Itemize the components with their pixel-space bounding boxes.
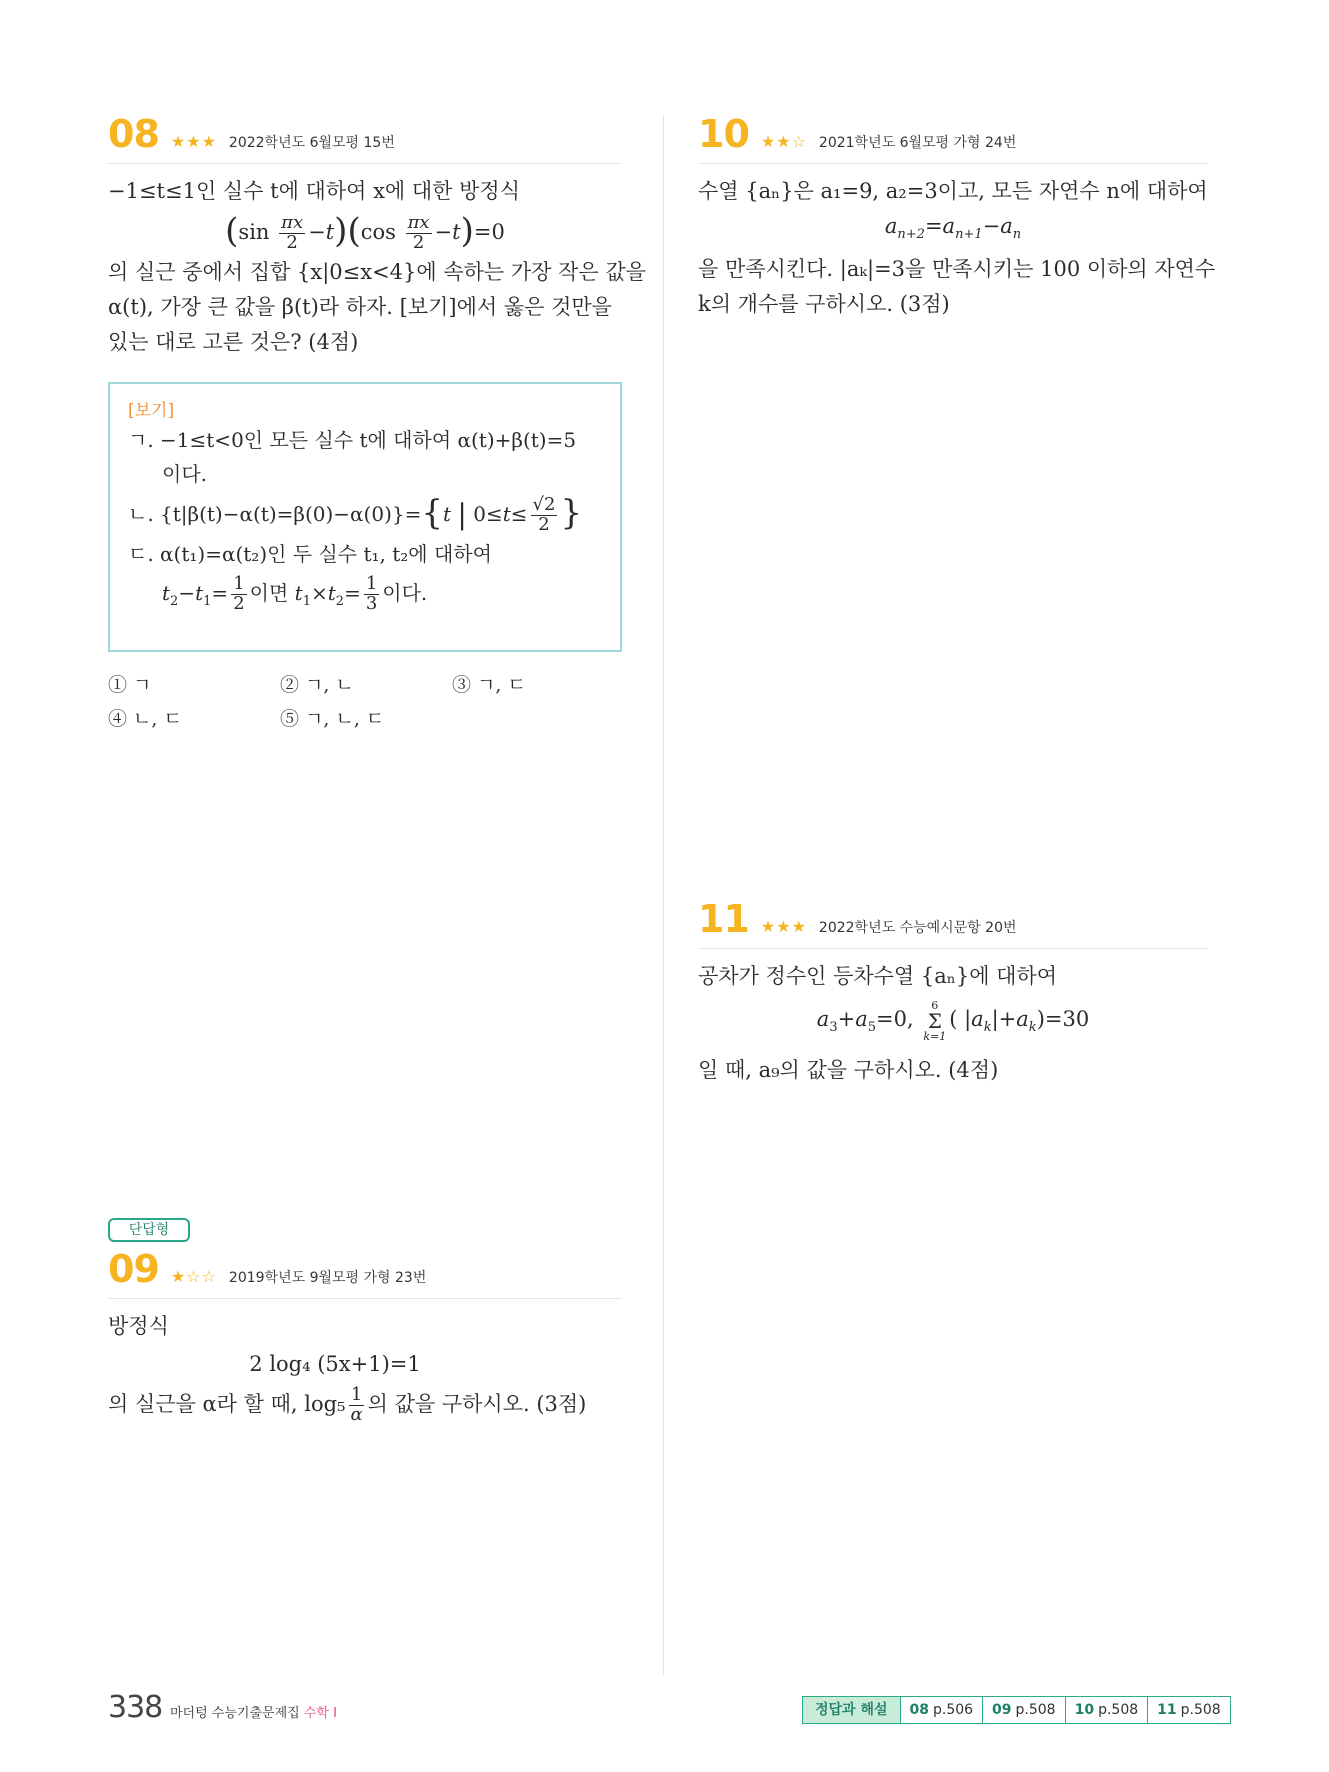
answer-ref-09[interactable] — [982, 1697, 1065, 1723]
answer-reference-table — [802, 1696, 1231, 1724]
problem-text: α(t), 가장 큰 값을 β(t)라 하자. [보기]에서 옳은 것만을 — [108, 294, 612, 319]
difficulty-stars: ★★☆ — [760, 132, 807, 151]
bogi-statement-a: ㄱ. −1≤t<0인 모든 실수 t에 대하여 α(t)+β(t)=5 — [128, 428, 577, 452]
equation: 2 log₄ (5x+1)=1 — [249, 1352, 421, 1376]
equation: (sin $\frac{\pi x}{2}$ −t)(cos $\frac{\pi x}{2}$ −t)=0 — [225, 211, 505, 253]
problem-header — [698, 897, 1208, 949]
book-title — [170, 1702, 337, 1721]
equation: $a_{n+2}=a_{n+1}-a_n$ — [884, 214, 1022, 243]
page-number: 338 — [108, 1690, 163, 1725]
problem-text-post: 의 값을 구하시오. (3점) — [367, 1392, 587, 1416]
answer-ref-10[interactable] — [1065, 1697, 1148, 1723]
choice-1[interactable]: ① ㄱ — [108, 674, 152, 696]
answer-page: p.508 — [1180, 1702, 1221, 1718]
problem-header — [698, 112, 1208, 164]
problem-header — [108, 112, 622, 164]
answer-ref-08[interactable] — [900, 1697, 983, 1723]
answer-page: p.506 — [932, 1702, 974, 1718]
problem-number: 08 — [108, 112, 159, 156]
difficulty-stars: ★★★ — [760, 917, 807, 936]
problem-source: 2022학년도 수능예시문항 20번 — [818, 920, 1017, 936]
problem-text: k의 개수를 구하시오. (3점) — [698, 292, 950, 317]
section-badge: 단답형 — [108, 1218, 190, 1242]
answer-problem-number: 08 — [909, 1702, 929, 1718]
problem-source: 2021학년도 6월모평 가형 24번 — [818, 135, 1017, 151]
problem-text-pre: 의 실근을 α라 할 때, log₅ — [108, 1392, 346, 1416]
answer-ref-11[interactable] — [1147, 1697, 1230, 1723]
answer-label: 정답과 해설 — [803, 1697, 900, 1723]
problem-08 — [108, 112, 646, 360]
problem-text: 을 만족시킨다. |aₖ|=3을 만족시키는 100 이하의 자연수 — [698, 257, 1216, 282]
problem-header — [108, 1247, 622, 1299]
choice-5[interactable]: ⑤ ㄱ, ㄴ, ㄷ — [280, 708, 385, 730]
bogi-title: [보기] — [128, 401, 175, 421]
problem-text: 공차가 정수인 등차수열 {aₙ}에 대하여 — [698, 964, 1058, 988]
problem-09 — [108, 1247, 622, 1425]
bogi-statement-c-cont: $t_2-t_1=$ $\frac{1}{2}$ 이면 $t_1\times t_2=$ $\frac{1}{3}$ 이다. — [162, 573, 428, 614]
problem-text: 있는 대로 고른 것은? (4점) — [108, 329, 359, 354]
column-divider — [663, 115, 664, 1675]
choice-4[interactable]: ④ ㄴ, ㄷ — [108, 708, 182, 730]
problem-number: 11 — [698, 897, 749, 941]
choice-2[interactable]: ② ㄱ, ㄴ — [280, 674, 354, 696]
difficulty-stars: ★☆☆ — [170, 1267, 217, 1286]
problem-text: 방정식 — [108, 1314, 169, 1338]
problem-source: 2022학년도 6월모평 15번 — [228, 135, 395, 151]
problem-11 — [698, 897, 1208, 1088]
problem-number: 10 — [698, 112, 749, 156]
bogi-statement-b-text: ㄴ. {t|β(t)−α(t)=β(0)−α(0)}= — [128, 502, 422, 526]
answer-problem-number: 10 — [1074, 1702, 1095, 1718]
equation: $a_3+a_5=0$, 6 Σ k=1 ( $|a_k|+a_k)=30$ — [816, 998, 1090, 1043]
bogi-statement-b: ㄴ. {t|β(t)−α(t)=β(0)−α(0)}={t | 0≤t≤ $\frac{√2}{2}$ } — [128, 493, 583, 535]
bogi-statement-a-cont: 이다. — [162, 462, 207, 486]
answer-page: p.508 — [1015, 1702, 1056, 1718]
choice-3[interactable]: ③ ㄱ, ㄷ — [452, 674, 526, 696]
bogi-box — [108, 382, 622, 652]
problem-text: 수열 {aₙ}은 a₁=9, a₂=3이고, 모든 자연수 n에 대하여 — [698, 179, 1208, 203]
problem-text: −1≤t≤1인 실수 t에 대하여 x에 대한 방정식 — [108, 179, 520, 203]
problem-number: 09 — [108, 1247, 159, 1291]
bogi-statement-c: ㄷ. α(t₁)=α(t₂)인 두 실수 t₁, t₂에 대하여 — [128, 542, 492, 566]
problem-text: 일 때, a₉의 값을 구하시오. (4점) — [698, 1058, 999, 1083]
answer-page: p.508 — [1098, 1702, 1139, 1718]
problem-source: 2019학년도 9월모평 가형 23번 — [228, 1270, 427, 1286]
difficulty-stars: ★★★ — [170, 132, 217, 151]
problem-10 — [698, 112, 1216, 322]
answer-problem-number: 11 — [1157, 1702, 1177, 1718]
book-title-text: 마더텅 수능기출문제집 — [170, 1706, 300, 1721]
problem-text: 의 실근 중에서 집합 {x|0≤x<4}에 속하는 가장 작은 값을 — [108, 259, 646, 284]
book-subject: 수학 Ⅰ — [303, 1706, 337, 1721]
problem-text: 의 실근을 α라 할 때, log₅ $\frac{1}{\alpha}$ 의 값을 구하시오. (3점) — [108, 1384, 587, 1425]
answer-problem-number: 09 — [992, 1702, 1012, 1718]
